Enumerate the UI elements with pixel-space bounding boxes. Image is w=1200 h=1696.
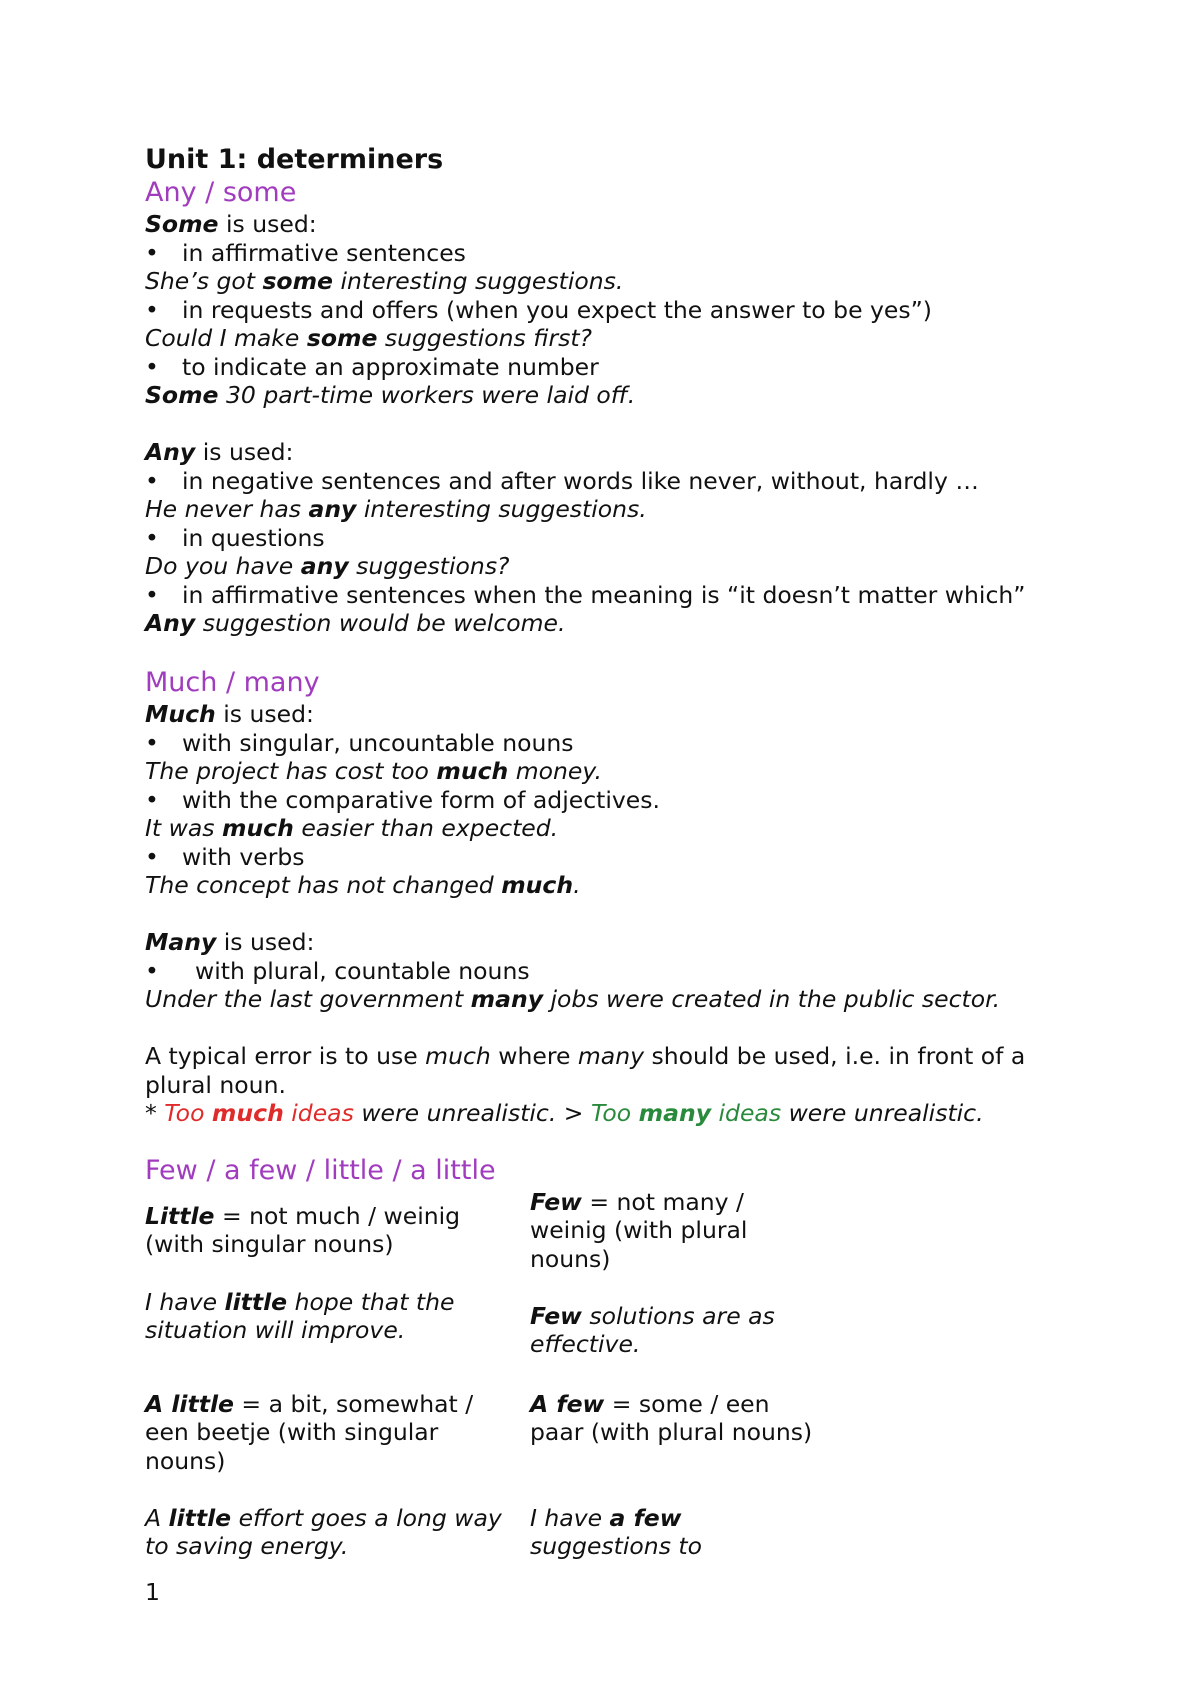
spacer: [145, 638, 1075, 667]
cell-little-example: I have little hope that the situation will improve.: [145, 1287, 455, 1344]
much-bullet-3: • with verbs: [145, 842, 305, 871]
spacer: [145, 1014, 1075, 1043]
any-bullet-3: • in affirmative sentences when the meaning is “it doesn’t matter which”: [145, 580, 1026, 609]
much-example-2: It was much easier than expected.: [145, 814, 559, 842]
cell-alittle-def: A little = a bit, somewhat / een beetje (with singular nouns): [145, 1389, 474, 1475]
many-example-1: Under the last government many jobs were created in the public sector.: [145, 985, 1001, 1013]
any-example-2: Do you have any suggestions?: [145, 552, 510, 580]
cell-few-example: Few solutions are as effective.: [530, 1301, 775, 1358]
some-example-1: She’s got some interesting suggestions.: [145, 267, 624, 295]
many-bullet-1: • with plural, countable nouns: [145, 956, 530, 985]
much-rule: Much is used:: [145, 700, 314, 728]
much-bullet-1: • with singular, uncountable nouns: [145, 728, 574, 757]
heading-few-little: Few / a few / little / a little: [145, 1154, 496, 1186]
any-rule: Any is used:: [145, 438, 294, 466]
any-example-3: Any suggestion would be welcome.: [145, 609, 566, 637]
page-number: 1: [145, 1578, 160, 1606]
much-example-3: The concept has not changed much.: [145, 871, 581, 899]
typical-error-note: A typical error is to use much where many should be used, i.e. in front of a plural noun.: [145, 1042, 1026, 1099]
much-bullet-2: • with the comparative form of adjectives.: [145, 785, 660, 814]
spacer: [145, 900, 1075, 929]
error-example: * Too much ideas were unrealistic. > Too many ideas were unrealistic.: [145, 1099, 984, 1127]
few-little-table: [145, 1188, 1075, 1578]
document-content: [145, 144, 1075, 1578]
some-example-2: Could I make some suggestions first?: [145, 324, 593, 352]
some-bullet-3: • to indicate an approximate number: [145, 352, 599, 381]
any-example-1: He never has any interesting suggestions.: [145, 495, 647, 523]
spacer: [145, 1128, 1075, 1154]
heading-any-some: Any / some: [145, 177, 297, 208]
any-bullet-2: • in questions: [145, 523, 325, 552]
many-rule: Many is used:: [145, 928, 315, 956]
some-example-3: Some 30 part-time workers were laid off.: [145, 381, 636, 409]
some-rule: Some is used:: [145, 210, 317, 238]
any-bullet-1: • in negative sentences and after words like never, without, hardly …: [145, 466, 979, 495]
cell-little-def: Little = not much / weinig (with singular nouns): [145, 1201, 461, 1258]
cell-alittle-example: A little effort goes a long way to saving energy.: [145, 1503, 502, 1560]
spacer: [145, 410, 1075, 439]
heading-much-many: Much / many: [145, 667, 320, 698]
page-title: Unit 1: determiners: [145, 144, 444, 175]
some-bullet-2: • in requests and offers (when you expect the answer to be yes”): [145, 295, 932, 324]
much-example-1: The project has cost too much money.: [145, 757, 602, 785]
cell-afew-def: A few = some / een paar (with plural nouns): [530, 1389, 813, 1446]
cell-afew-example: I have a few suggestions to: [530, 1503, 702, 1560]
cell-few-def: Few = not many / weinig (with plural nouns): [530, 1187, 748, 1273]
some-bullet-1: • in affirmative sentences: [145, 238, 466, 267]
